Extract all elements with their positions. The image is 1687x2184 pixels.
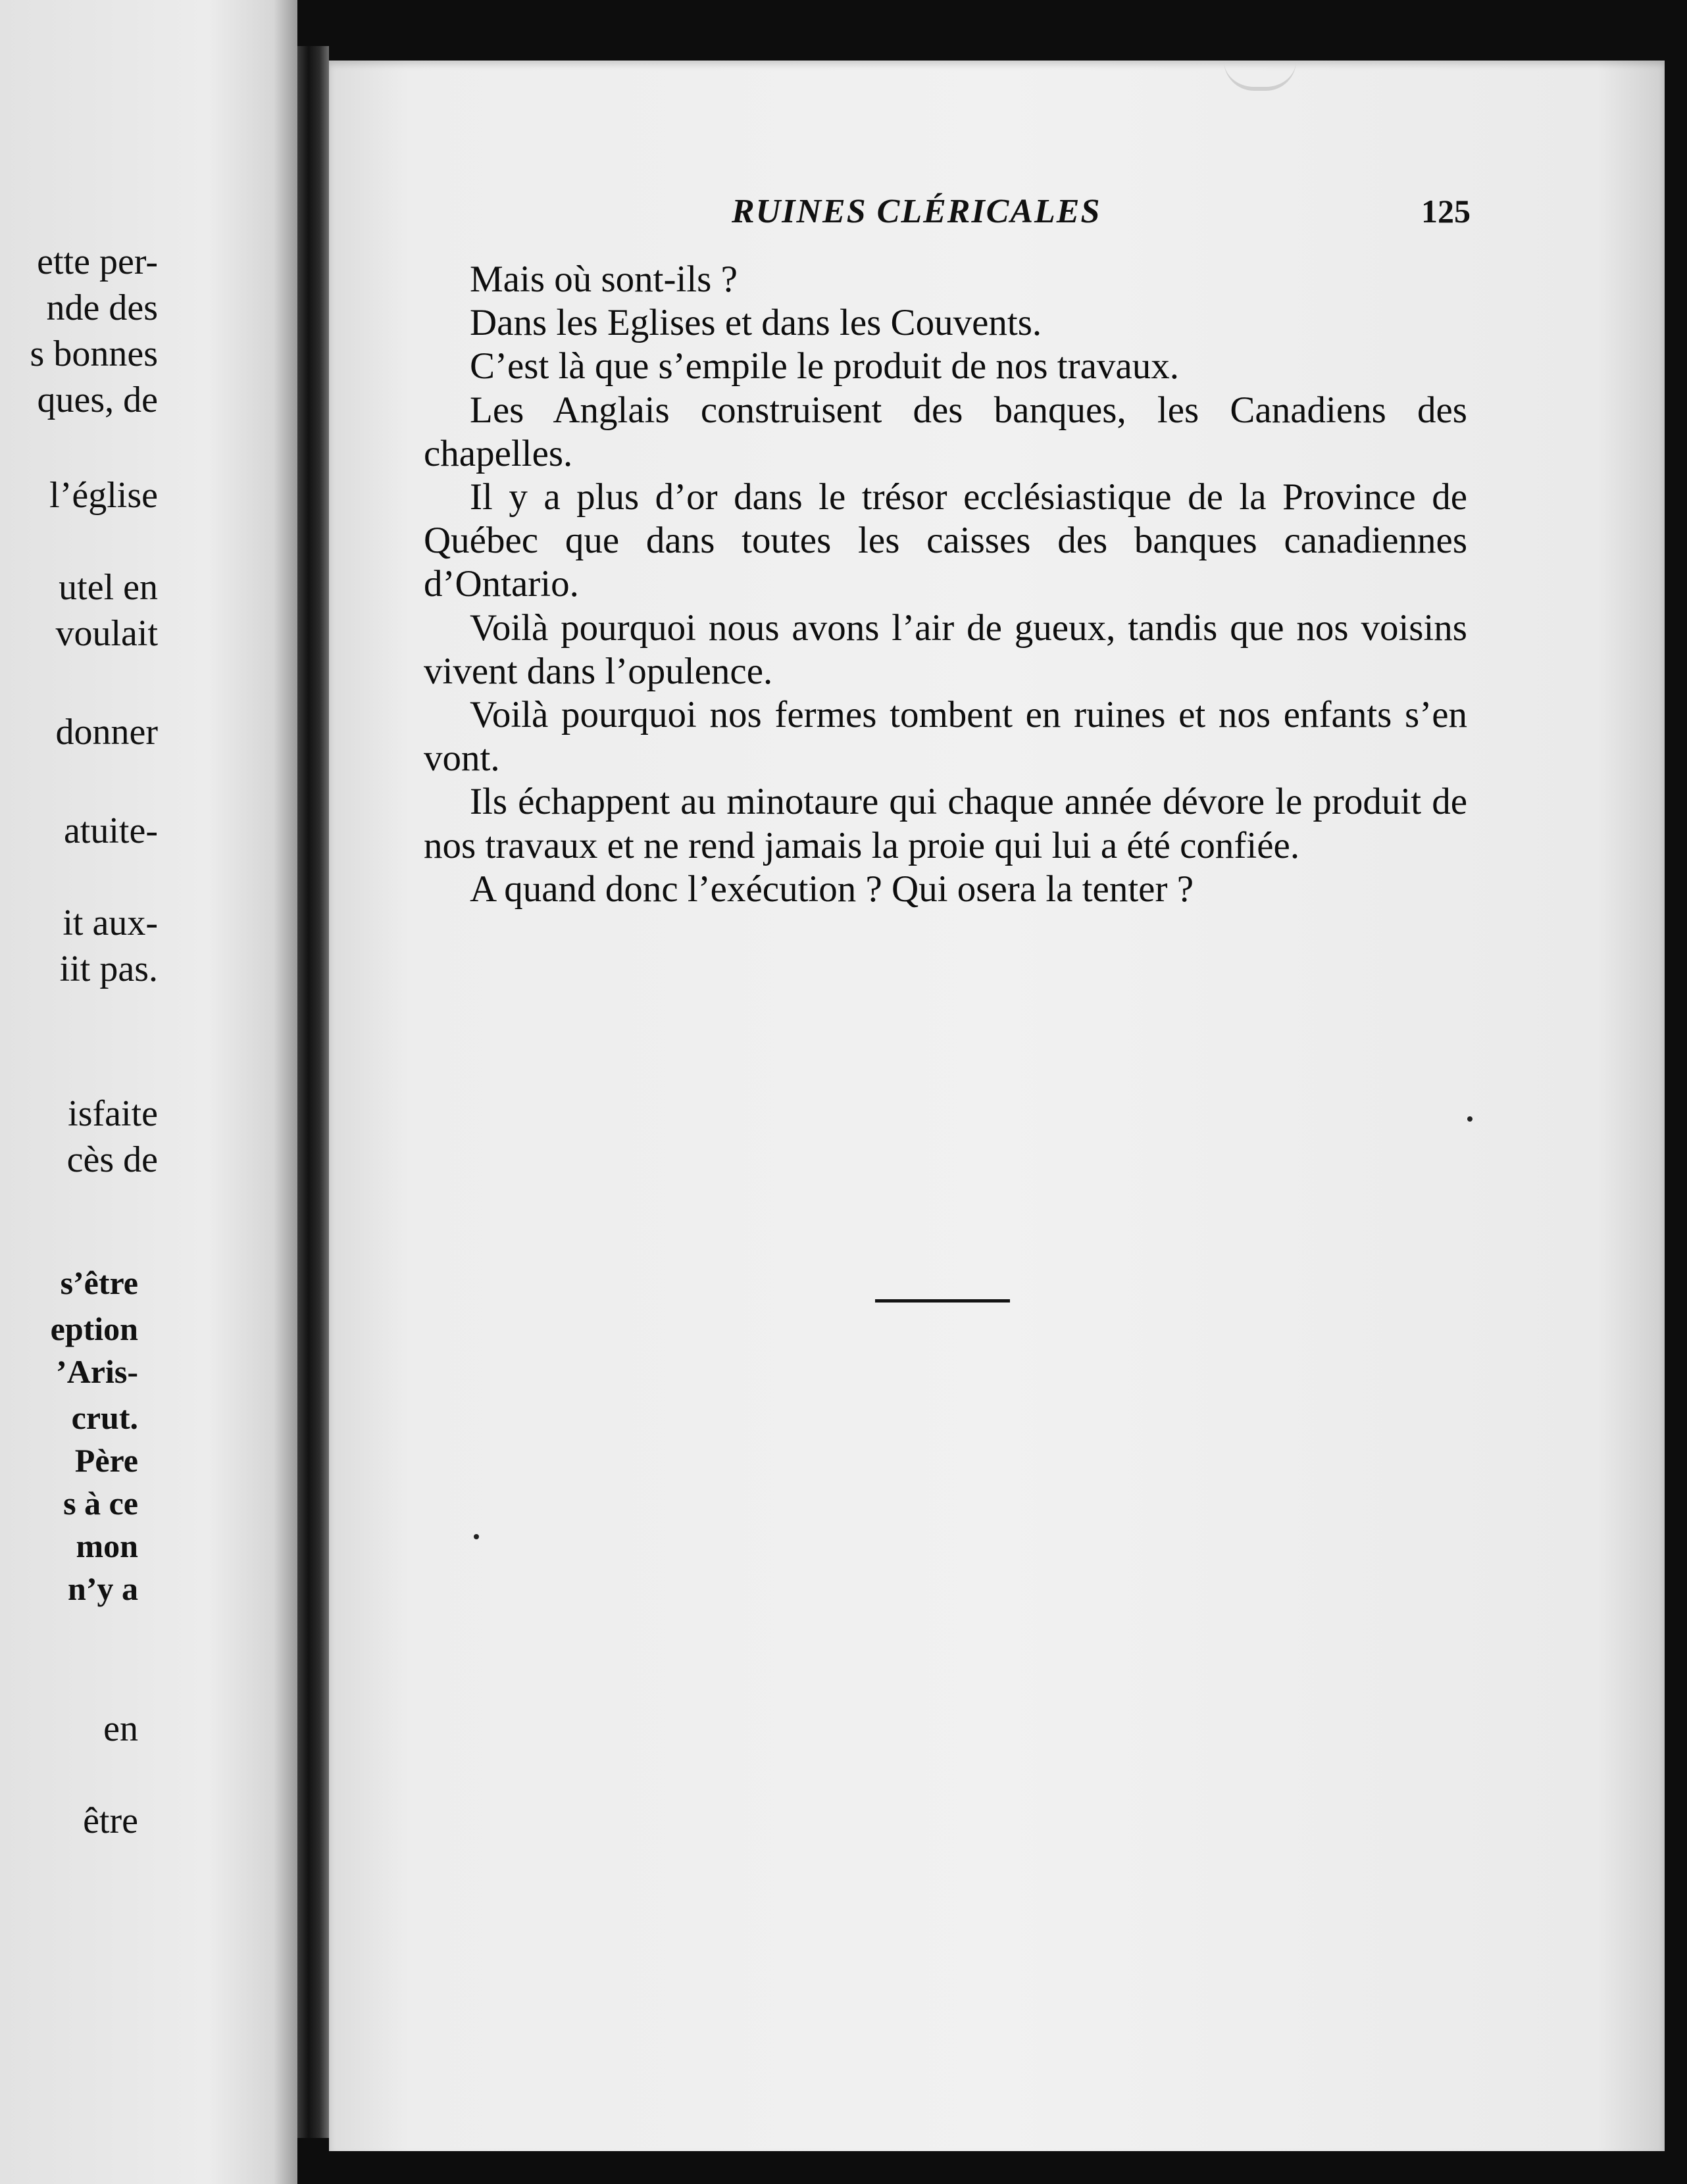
previous-page-line-fragment: cès de — [66, 1139, 158, 1180]
previous-page-line-fragment: isfaite — [68, 1093, 158, 1134]
previous-page-line-fragment: iit pas. — [59, 949, 158, 989]
paper-speck — [1467, 1116, 1473, 1122]
previous-page-line-fragment: donner — [55, 712, 158, 753]
previous-page-line-fragment: it aux- — [63, 903, 158, 943]
previous-page-line-fragment: s bonnes — [30, 334, 158, 374]
previous-page-line-fragment: atuite- — [63, 810, 158, 851]
previous-page-line-fragment: eption — [50, 1310, 138, 1347]
paragraph: Les Anglais construisent des banques, les Canadiens des chapelles. — [424, 389, 1467, 474]
paragraph: Dans les Eglises et dans les Couvents. — [470, 302, 1042, 344]
paragraph: C’est là que s’empile le produit de nos travaux. — [470, 345, 1179, 387]
previous-page-line-fragment: s à ce — [63, 1485, 138, 1522]
running-title: RUINES CLÉRICALES — [732, 193, 1101, 230]
previous-page-line-fragment: crut. — [71, 1399, 138, 1436]
previous-page-line-fragment: voulait — [55, 613, 158, 654]
book-gutter — [297, 46, 329, 2138]
previous-page-line-fragment: utel en — [59, 567, 158, 608]
previous-page-line-fragment: ques, de — [37, 380, 158, 420]
previous-page-line-fragment: en — [103, 1708, 138, 1749]
page-number: 125 — [1421, 193, 1471, 230]
page-top-decoration — [1224, 61, 1296, 91]
paragraph: Voilà pourquoi nos fermes tombent en ruines et nos enfants s’en vont. — [424, 694, 1467, 780]
previous-page-line-fragment: ette per- — [37, 241, 158, 282]
running-header — [329, 192, 1665, 232]
previous-page-line-fragment: l’église — [49, 475, 158, 516]
paragraph: Mais où sont-ils ? — [470, 259, 738, 300]
previous-page-line-fragment: nde des — [46, 287, 158, 328]
paragraph: Il y a plus d’or dans le trésor ecclésiastique de la Province de Québec que dans toutes les caisses des banques canadiennes d’Ontario. — [424, 476, 1467, 605]
previous-page-line-fragment: mon — [76, 1527, 138, 1564]
previous-page-line-fragment: être — [83, 1800, 138, 1841]
previous-page-line-fragment: n’y a — [68, 1570, 138, 1607]
previous-page-line-fragment: Père — [74, 1442, 138, 1479]
page-125 — [329, 61, 1665, 2151]
paragraph: Ils échappent au minotaure qui chaque année dévore le produit de nos travaux et ne rend jamais la proie qui lui a été confiée. — [424, 781, 1467, 866]
body-text — [424, 258, 1467, 911]
paper-speck — [474, 1534, 479, 1539]
paragraph: Voilà pourquoi nous avons l’air de gueux, tandis que nos voisins vivent dans l’opulence. — [424, 607, 1467, 692]
section-end-rule — [875, 1299, 1010, 1303]
paragraph: A quand donc l’exécution ? Qui osera la tenter ? — [470, 868, 1194, 910]
previous-page-edge — [0, 0, 297, 2184]
previous-page-line-fragment: s’être — [60, 1264, 138, 1301]
previous-page-line-fragment: ’Aris- — [56, 1353, 138, 1390]
